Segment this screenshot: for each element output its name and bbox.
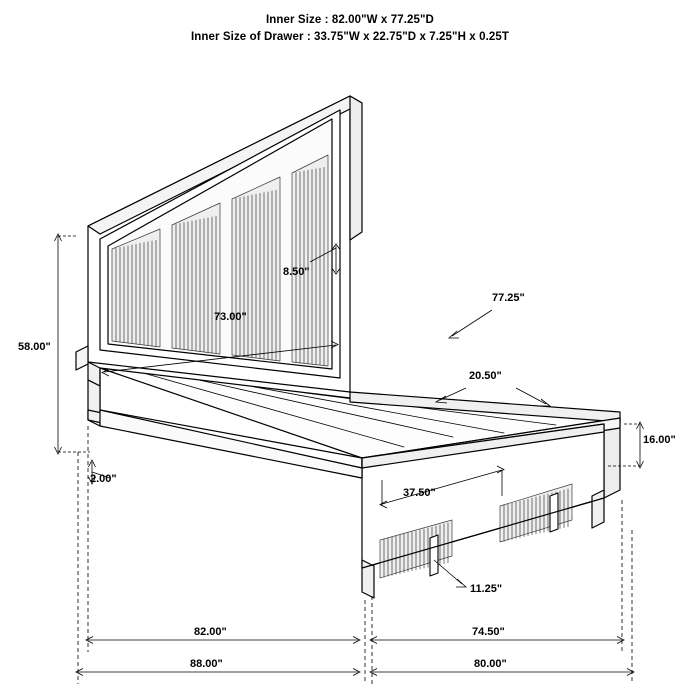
dim-total-height: 58.00" (18, 341, 51, 353)
dim-footboard-height: 16.00" (643, 434, 676, 446)
dim-side-inner-depth: 74.50" (472, 626, 505, 638)
dim-drawer-front-width: 37.50" (403, 487, 436, 499)
header-line-1: Inner Size : 82.00"W x 77.25"D (266, 14, 434, 26)
dim-overall-depth: 80.00" (474, 658, 507, 670)
dim-headboard-panel-height: 8.50" (283, 266, 310, 278)
header-line-2: Inner Size of Drawer : 33.75"W x 22.75"D x 7.25"H x 0.25T (190, 31, 509, 43)
dim-rail-thickness: 2.00" (90, 473, 117, 485)
dim-drawer-handle: 11.25" (470, 583, 503, 595)
dim-inner-width: 82.00" (194, 626, 227, 638)
dim-side-rail-offset: 20.50" (469, 370, 502, 382)
dim-overall-width: 88.00" (190, 658, 223, 670)
dim-headboard-inner-width: 73.00" (214, 311, 247, 323)
dim-bed-depth: 77.25" (492, 292, 525, 304)
